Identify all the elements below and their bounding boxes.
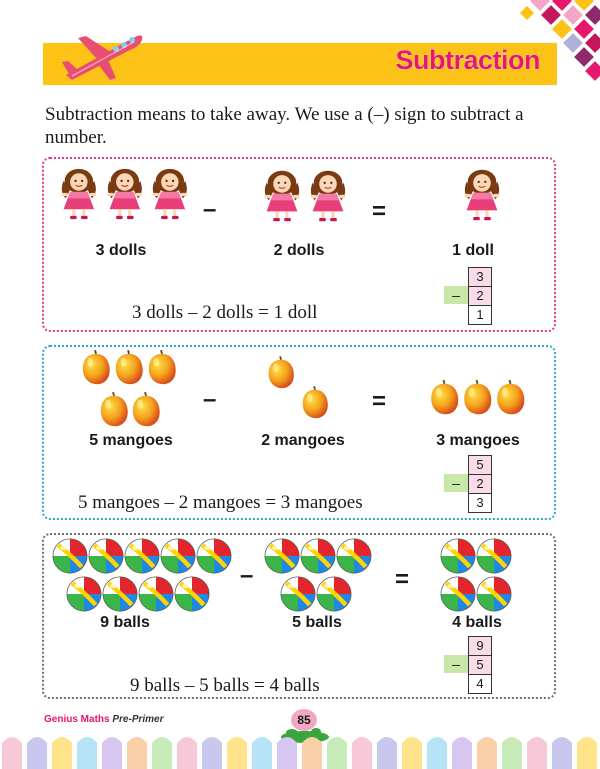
- minus-sign: –: [240, 562, 254, 589]
- number-sentence: 5 mangoes – 2 mangoes = 3 mangoes: [78, 492, 363, 513]
- fence-picket: [277, 737, 297, 769]
- doll-icon: [306, 169, 350, 223]
- picket-fence-decoration: [0, 731, 600, 769]
- label-result: 3 mangoes: [436, 432, 520, 449]
- vertical-minus: –: [444, 655, 468, 673]
- dolls-group-first: [57, 167, 192, 223]
- fence-picket: [102, 737, 122, 769]
- label-first: 5 mangoes: [89, 432, 173, 449]
- vertical-result: 3: [468, 493, 492, 513]
- fence-picket: [402, 737, 422, 769]
- label-result: 1 doll: [452, 242, 494, 259]
- vertical-result: 4: [468, 674, 492, 694]
- vertical-minus: –: [444, 474, 468, 492]
- beach-ball-icon: [160, 538, 196, 574]
- fence-picket: [377, 737, 397, 769]
- fence-picket: [27, 737, 47, 769]
- vertical-top: 5: [468, 455, 492, 474]
- doll-icon: [460, 168, 504, 222]
- fence-picket: [477, 737, 497, 769]
- page-number: 85: [291, 709, 317, 731]
- balls-group-second: [262, 538, 382, 614]
- vertical-subtraction: [444, 636, 500, 693]
- fence-picket: [577, 737, 597, 769]
- vertical-subtrahend: 2: [468, 286, 492, 305]
- airplane-icon: [58, 20, 148, 86]
- mango-icon: [113, 350, 145, 386]
- vertical-subtraction: [444, 455, 500, 512]
- mango-icon: [98, 392, 130, 428]
- mango-icon: [130, 392, 162, 428]
- label-first: 9 balls: [100, 614, 150, 631]
- beach-ball-icon: [138, 576, 174, 612]
- fence-picket: [77, 737, 97, 769]
- balls-group-result: [440, 538, 516, 614]
- minus-sign: –: [203, 196, 217, 223]
- beach-ball-icon: [102, 576, 138, 612]
- label-first: 3 dolls: [95, 242, 147, 259]
- beach-ball-icon: [174, 576, 210, 612]
- beach-ball-icon: [124, 538, 160, 574]
- equals-sign: =: [395, 566, 410, 593]
- fence-picket: [302, 737, 322, 769]
- fence-picket: [177, 737, 197, 769]
- mangoes-group-second: [262, 356, 337, 422]
- fence-picket: [352, 737, 372, 769]
- fence-picket: [427, 737, 447, 769]
- vertical-subtraction: [444, 267, 500, 324]
- beach-ball-icon: [196, 538, 232, 574]
- mango-icon: [494, 380, 527, 416]
- label-result: 4 balls: [452, 614, 502, 631]
- doll-icon: [57, 167, 101, 221]
- doll-icon: [148, 167, 192, 221]
- label-second: 2 dolls: [273, 242, 325, 259]
- intro-text: Subtraction means to take away. We use a (–) sign to subtract a number.: [45, 104, 524, 148]
- beach-ball-icon: [476, 538, 512, 574]
- mangoes-group-result: [428, 380, 528, 418]
- fence-picket: [527, 737, 547, 769]
- beach-ball-icon: [300, 538, 336, 574]
- equals-sign: =: [372, 198, 387, 225]
- fence-picket: [452, 737, 472, 769]
- mangoes-group-first: [80, 350, 180, 430]
- fence-picket: [2, 737, 22, 769]
- vertical-minus: –: [444, 286, 468, 304]
- vertical-top: 3: [468, 267, 492, 286]
- vertical-result: 1: [468, 305, 492, 325]
- fence-picket: [152, 737, 172, 769]
- book-brand-name: Genius Maths: [44, 714, 110, 725]
- fence-picket: [552, 737, 572, 769]
- dolls-group-second: [260, 169, 355, 225]
- beach-ball-icon: [316, 576, 352, 612]
- fence-picket: [52, 737, 72, 769]
- mango-icon: [300, 386, 330, 420]
- page-title: Subtraction: [395, 45, 540, 75]
- beach-ball-icon: [476, 576, 512, 612]
- vertical-subtrahend: 5: [468, 655, 492, 674]
- minus-sign: –: [203, 386, 217, 413]
- dolls-group-result: [460, 168, 505, 224]
- fence-picket: [502, 737, 522, 769]
- fence-picket: [227, 737, 247, 769]
- fence-picket: [202, 737, 222, 769]
- equals-sign: =: [372, 388, 387, 415]
- beach-ball-icon: [88, 538, 124, 574]
- beach-ball-icon: [52, 538, 88, 574]
- doll-icon: [103, 167, 147, 221]
- mango-icon: [266, 356, 296, 390]
- beach-ball-icon: [264, 538, 300, 574]
- mango-icon: [461, 380, 494, 416]
- mango-icon: [146, 350, 178, 386]
- beach-ball-icon: [336, 538, 372, 574]
- balls-group-first: [50, 538, 240, 614]
- number-sentence: 3 dolls – 2 dolls = 1 doll: [132, 302, 318, 323]
- beach-ball-icon: [440, 576, 476, 612]
- doll-icon: [260, 169, 304, 223]
- label-second: 5 balls: [292, 614, 342, 631]
- beach-ball-icon: [66, 576, 102, 612]
- book-series: Pre-Primer: [112, 714, 164, 725]
- fence-picket: [127, 737, 147, 769]
- mango-icon: [428, 380, 461, 416]
- number-sentence: 9 balls – 5 balls = 4 balls: [130, 675, 320, 696]
- vertical-subtrahend: 2: [468, 474, 492, 493]
- beach-ball-icon: [440, 538, 476, 574]
- book-brand: [44, 714, 164, 725]
- fence-picket: [327, 737, 347, 769]
- beach-ball-icon: [280, 576, 316, 612]
- label-second: 2 mangoes: [261, 432, 345, 449]
- vertical-top: 9: [468, 636, 492, 655]
- mango-icon: [80, 350, 112, 386]
- fence-picket: [252, 737, 272, 769]
